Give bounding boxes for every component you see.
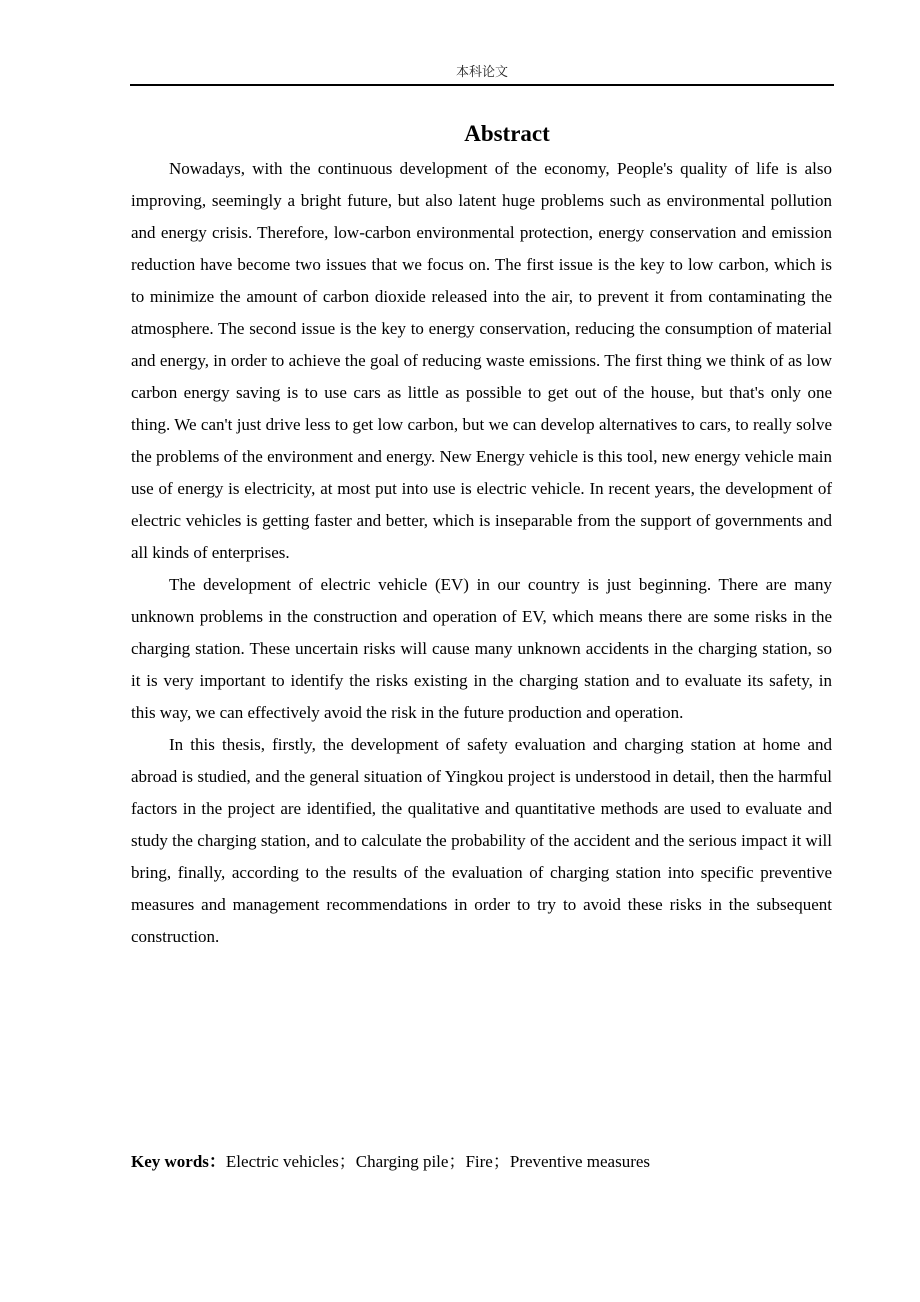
keyword-item: Preventive measures bbox=[509, 1152, 651, 1171]
running-header: 本科论文 bbox=[455, 65, 508, 80]
header-divider bbox=[130, 84, 834, 86]
abstract-body bbox=[131, 153, 832, 953]
keyword-separator: ； bbox=[448, 1152, 466, 1171]
keywords-label: Key words： bbox=[131, 1152, 226, 1171]
keyword-separator: ； bbox=[338, 1152, 356, 1171]
keyword-item: Charging pile bbox=[355, 1152, 449, 1171]
keywords-line bbox=[131, 1146, 832, 1178]
keyword-item: Fire bbox=[465, 1152, 493, 1171]
abstract-title: Abstract bbox=[464, 121, 550, 146]
abstract-paragraph-2: The development of electric vehicle (EV) in our country is just beginning. There are many unknown problems in the construction and operation of EV, which means there are some risks in the charging station. These uncertain risks will cause many unknown accidents in the charging station, so it is very important to identify the risks existing in the charging station and to evaluate its safety, in this way, we can effectively avoid the risk in the future production and operation. bbox=[131, 575, 832, 722]
keyword-item: Electric vehicles bbox=[225, 1152, 339, 1171]
keyword-separator: ； bbox=[492, 1152, 510, 1171]
abstract-paragraph-1: Nowadays, with the continuous development of the economy, People's quality of life is also improving, seemingly a bright future, but also latent huge problems such as environmental pollution and energy crisis. Therefore, low-carbon environmental protection, energy conservation and emission reduction have become two issues that we focus on. The first issue is the key to low carbon, which is to minimize the amount of carbon dioxide released into the air, to prevent it from contaminating the atmosphere. The second issue is the key to energy conservation, reducing the consumption of material and energy, in order to achieve the goal of reducing waste emissions. The first thing we think of as low carbon energy saving is to use cars as little as possible to get out of the house, but that's only one thing. We can't just drive less to get low carbon, but we can develop alternatives to cars, to really solve the problems of the environment and energy. New Energy vehicle is this tool, new energy vehicle main use of energy is electricity, at most put into use is electric vehicle. In recent years, the development of electric vehicles is getting faster and better, which is inseparable from the support of governments and all kinds of enterprises. bbox=[131, 159, 832, 562]
abstract-paragraph-3: In this thesis, firstly, the development of safety evaluation and charging station at home and abroad is studied, and the general situation of Yingkou project is understood in detail, then the harmful factors in the project are identified, the qualitative and quantitative methods are used to evaluate and study the charging station, and to calculate the probability of the accident and the serious impact it will bring, finally, according to the results of the evaluation of charging station into specific preventive measures and management recommendations in order to try to avoid these risks in the subsequent construction. bbox=[131, 735, 832, 946]
